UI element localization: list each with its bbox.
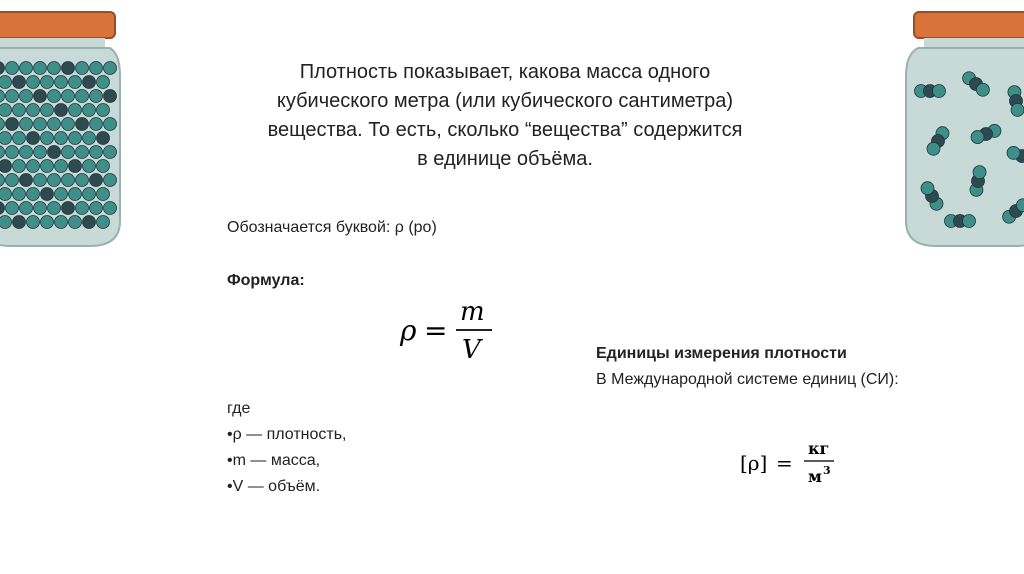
intro-line: в единице объёма. xyxy=(417,148,593,170)
sphere xyxy=(69,160,82,173)
sphere xyxy=(55,76,68,89)
sphere xyxy=(20,90,33,103)
sphere xyxy=(6,118,19,131)
sphere xyxy=(41,160,54,173)
molecule xyxy=(915,85,946,98)
intro-line: кубического метра (или кубического сантиметра) xyxy=(276,90,734,112)
sphere xyxy=(62,146,75,159)
sphere xyxy=(69,104,82,117)
sphere xyxy=(90,118,103,131)
sphere xyxy=(13,216,26,229)
molecule xyxy=(945,215,976,228)
sphere xyxy=(76,146,89,159)
sphere xyxy=(62,202,75,215)
formula-equals: = xyxy=(424,314,448,347)
units-numerator: кг xyxy=(808,439,830,458)
atom xyxy=(971,131,984,144)
sphere xyxy=(104,118,117,131)
sphere xyxy=(6,146,19,159)
sphere xyxy=(34,174,47,187)
atom xyxy=(976,83,989,96)
sphere xyxy=(41,188,54,201)
list-item: •m — масса, xyxy=(227,452,321,469)
atom xyxy=(973,166,986,179)
sphere xyxy=(62,90,75,103)
sphere xyxy=(27,188,40,201)
sphere xyxy=(34,146,47,159)
sphere xyxy=(0,216,12,229)
atom xyxy=(921,182,934,195)
formula-numerator: m xyxy=(460,297,485,327)
sphere xyxy=(83,216,96,229)
formula-denominator: V xyxy=(462,335,481,365)
sphere xyxy=(83,104,96,117)
intro-line: Плотность показывает, какова масса одного xyxy=(299,61,711,83)
sphere xyxy=(76,118,89,131)
symbol-description: Обозначается буквой: ρ (ро) xyxy=(227,219,437,236)
atom xyxy=(1011,103,1024,116)
sphere xyxy=(55,160,68,173)
variable-list xyxy=(227,396,347,500)
sphere xyxy=(69,188,82,201)
list-item: •V — объём. xyxy=(227,478,321,495)
sphere xyxy=(34,202,47,215)
sphere xyxy=(48,174,61,187)
atom xyxy=(1007,146,1020,159)
sphere xyxy=(34,118,47,131)
units-exponent: 3 xyxy=(823,464,831,477)
sphere xyxy=(62,174,75,187)
sphere xyxy=(83,188,96,201)
sphere xyxy=(97,76,110,89)
sphere xyxy=(76,62,89,75)
sphere xyxy=(13,104,26,117)
jar-lid xyxy=(914,12,1024,38)
sphere xyxy=(20,118,33,131)
units-denominator: м xyxy=(808,467,822,486)
sphere xyxy=(55,216,68,229)
sphere xyxy=(69,132,82,145)
sphere xyxy=(41,104,54,117)
sphere xyxy=(0,104,12,117)
sphere xyxy=(55,132,68,145)
sphere xyxy=(90,202,103,215)
sphere xyxy=(6,62,19,75)
sphere xyxy=(0,76,12,89)
sphere xyxy=(76,174,89,187)
sphere xyxy=(34,62,47,75)
sphere xyxy=(97,160,110,173)
sphere xyxy=(104,90,117,103)
sphere xyxy=(6,202,19,215)
jar-lid xyxy=(0,12,115,38)
units-title: Единицы измерения плотности xyxy=(596,345,847,362)
sphere xyxy=(20,174,33,187)
sphere xyxy=(0,188,12,201)
sphere xyxy=(104,174,117,187)
sphere xyxy=(97,104,110,117)
sphere xyxy=(48,118,61,131)
sphere xyxy=(0,160,12,173)
sphere xyxy=(83,76,96,89)
sphere xyxy=(97,188,110,201)
sphere xyxy=(48,62,61,75)
sphere xyxy=(6,174,19,187)
sphere xyxy=(48,146,61,159)
formula-label: Формула: xyxy=(227,272,305,289)
sphere xyxy=(83,132,96,145)
sphere xyxy=(13,132,26,145)
sphere xyxy=(27,76,40,89)
sphere xyxy=(48,90,61,103)
formula-lhs: ρ xyxy=(400,314,417,347)
sphere xyxy=(41,76,54,89)
units-lhs: [ρ] xyxy=(740,451,768,475)
sphere xyxy=(83,160,96,173)
sphere xyxy=(69,76,82,89)
density-formula xyxy=(396,296,506,366)
units-formula xyxy=(738,436,848,496)
intro-paragraph xyxy=(200,58,810,174)
sphere xyxy=(27,216,40,229)
sphere xyxy=(27,132,40,145)
sphere xyxy=(76,202,89,215)
sphere xyxy=(55,104,68,117)
sphere xyxy=(48,202,61,215)
sphere xyxy=(13,188,26,201)
sphere xyxy=(90,90,103,103)
sphere xyxy=(97,132,110,145)
jar-sparse-illustration xyxy=(898,6,1024,256)
atom xyxy=(933,85,946,98)
sphere xyxy=(90,174,103,187)
sphere xyxy=(62,118,75,131)
sphere xyxy=(20,62,33,75)
sphere xyxy=(104,146,117,159)
sphere xyxy=(13,160,26,173)
sphere xyxy=(62,62,75,75)
where-heading: где xyxy=(227,400,251,417)
atom xyxy=(927,142,940,155)
sphere xyxy=(69,216,82,229)
sphere xyxy=(34,90,47,103)
intro-line: вещества. То есть, сколько “вещества” содержится xyxy=(267,119,743,141)
sphere xyxy=(104,62,117,75)
sphere xyxy=(27,160,40,173)
sphere xyxy=(41,132,54,145)
sphere xyxy=(13,76,26,89)
sphere xyxy=(90,62,103,75)
sphere xyxy=(20,146,33,159)
sphere xyxy=(55,188,68,201)
sphere xyxy=(97,216,110,229)
sphere xyxy=(90,146,103,159)
sphere xyxy=(20,202,33,215)
sphere xyxy=(41,216,54,229)
sphere xyxy=(76,90,89,103)
jar-dense-illustration xyxy=(0,6,140,256)
sphere xyxy=(27,104,40,117)
atom xyxy=(963,215,976,228)
sphere xyxy=(0,132,12,145)
sphere xyxy=(104,202,117,215)
list-item: •ρ — плотность, xyxy=(227,426,347,443)
units-equals: = xyxy=(776,451,793,475)
sphere xyxy=(6,90,19,103)
units-description: В Международной системе единиц (СИ): xyxy=(596,371,899,388)
